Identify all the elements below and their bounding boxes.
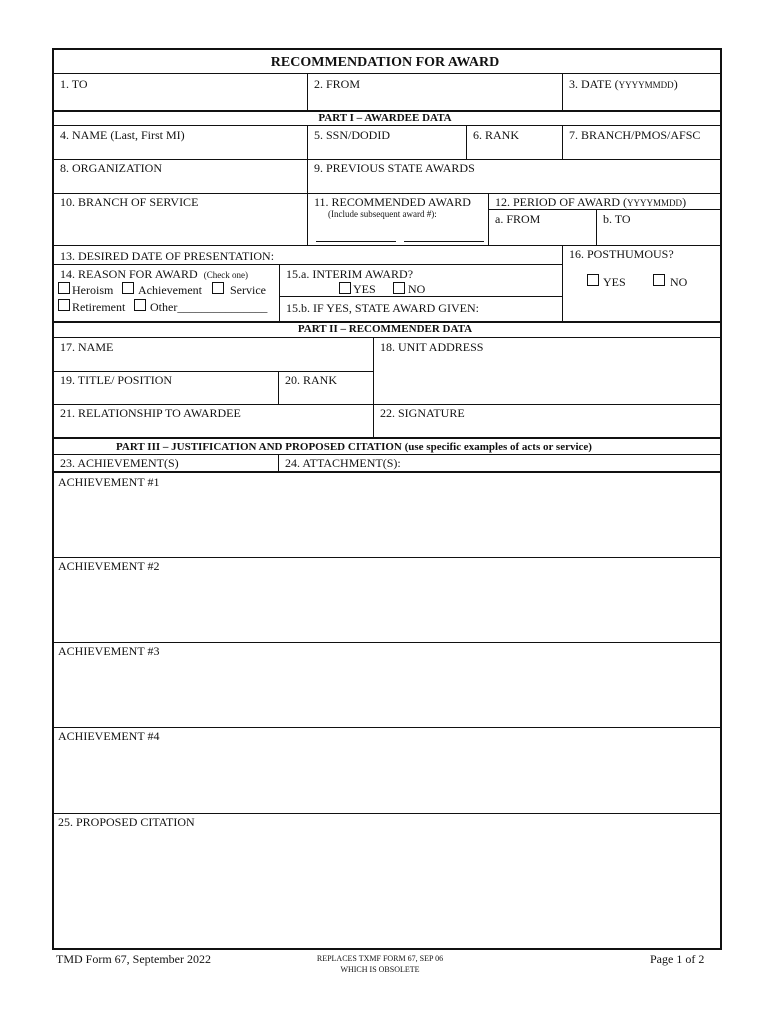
page-number: Page 1 of 2: [650, 952, 705, 966]
achievement-checkbox[interactable]: [122, 282, 134, 294]
service-checkbox[interactable]: [212, 282, 224, 294]
rec-award-note: (Include subsequent award #):: [328, 209, 437, 219]
rec-name-label: 17. NAME: [60, 340, 114, 354]
ssn-field[interactable]: [309, 143, 465, 159]
branch-service-label: 10. BRANCH OF SERVICE: [60, 195, 199, 209]
heroism-label: Heroism: [72, 283, 114, 297]
rec-award-field[interactable]: [309, 222, 487, 244]
desired-date-label: 13. DESIRED DATE OF PRESENTATION:: [60, 249, 275, 263]
achievement-label: Achievement: [138, 283, 202, 297]
branch-pmos-field[interactable]: [564, 143, 720, 159]
posthumous-no-label: NO: [670, 275, 688, 289]
achievement-3-label: ACHIEVEMENT #3: [58, 644, 160, 658]
reason-label: 14. REASON FOR AWARD (Check one): [60, 267, 248, 281]
from-label: 2. FROM: [314, 77, 361, 91]
form-title: RECOMMENDATION FOR AWARD: [270, 55, 500, 70]
part1-header: PART I – AWARDEE DATA: [318, 112, 452, 124]
posthumous-no-checkbox[interactable]: [653, 274, 665, 286]
interim-no-label: NO: [408, 282, 426, 296]
retirement-checkbox[interactable]: [58, 299, 70, 311]
prev-awards-label: 9. PREVIOUS STATE AWARDS: [314, 161, 475, 175]
from-field[interactable]: [309, 92, 561, 110]
signature-field[interactable]: [375, 421, 720, 436]
to-field[interactable]: [54, 92, 306, 110]
title-position-label: 19. TITLE/ POSITION: [60, 373, 173, 387]
achievement-1-field[interactable]: [54, 490, 720, 556]
achievement-4-label: ACHIEVEMENT #4: [58, 729, 160, 743]
relationship-label: 21. RELATIONSHIP TO AWARDEE: [60, 406, 241, 420]
interim-yes-checkbox[interactable]: [339, 282, 351, 294]
date-field[interactable]: [564, 92, 720, 110]
achievement-2-field[interactable]: [54, 574, 720, 641]
period-to-label: b. TO: [603, 212, 631, 226]
form-id: TMD Form 67, September 2022: [56, 952, 211, 966]
other-checkbox[interactable]: [134, 299, 146, 311]
interim-no-checkbox[interactable]: [393, 282, 405, 294]
posthumous-yes-label: YES: [603, 275, 626, 289]
interim-label: 15.a. INTERIM AWARD?: [286, 267, 414, 281]
rank-label: 6. RANK: [473, 128, 520, 142]
part3-header: PART III – JUSTIFICATION AND PROPOSED CITATION (use specific examples of acts or service): [116, 441, 592, 453]
rec-name-field[interactable]: [54, 355, 372, 370]
branch-pmos-label: 7. BRANCH/PMOS/AFSC: [569, 128, 701, 142]
other-label: Other_______________: [150, 300, 268, 314]
date-label: 3. DATE (YYYYMMDD): [569, 77, 678, 91]
org-field[interactable]: [54, 176, 306, 193]
attachments-label: 24. ATTACHMENT(S):: [285, 456, 401, 470]
interim-yes-label: YES: [353, 282, 376, 296]
achievement-4-field[interactable]: [54, 744, 720, 812]
name-field[interactable]: [54, 143, 306, 159]
unit-address-label: 18. UNIT ADDRESS: [380, 340, 484, 354]
heroism-checkbox[interactable]: [58, 282, 70, 294]
citation-field[interactable]: [54, 830, 720, 948]
achievement-1-label: ACHIEVEMENT #1: [58, 475, 160, 489]
period-to-field[interactable]: [598, 226, 720, 244]
replaces-line-1: REPLACES TXMF FORM 67, SEP 06: [316, 954, 444, 963]
posthumous-yes-checkbox[interactable]: [587, 274, 599, 286]
posthumous-label: 16. POSTHUMOUS?: [569, 247, 674, 261]
unit-address-field[interactable]: [375, 355, 720, 403]
org-label: 8. ORGANIZATION: [60, 161, 162, 175]
branch-service-field[interactable]: [54, 210, 306, 244]
achievements-label: 23. ACHIEVEMENT(S): [60, 456, 179, 470]
part2-header: PART II – RECOMMENDER DATA: [297, 323, 473, 335]
period-label: 12. PERIOD OF AWARD (YYYYMMDD): [495, 195, 687, 209]
achievement-2-label: ACHIEVEMENT #2: [58, 559, 160, 573]
desired-date-field[interactable]: [290, 247, 560, 263]
rank-field[interactable]: [468, 143, 561, 159]
period-from-label: a. FROM: [495, 212, 541, 226]
state-award-given-label: 15.b. IF YES, STATE AWARD GIVEN:: [286, 301, 479, 315]
citation-label: 25. PROPOSED CITATION: [58, 815, 195, 829]
signature-label: 22. SIGNATURE: [380, 406, 465, 420]
replaces-line-2: WHICH IS OBSOLETE: [340, 965, 420, 974]
title-position-field[interactable]: [54, 388, 277, 403]
to-label: 1. TO: [60, 77, 88, 91]
prev-awards-field[interactable]: [309, 176, 720, 193]
rec-rank-field[interactable]: [280, 388, 372, 403]
rec-award-label: 11. RECOMMENDED AWARD: [314, 195, 471, 209]
retirement-label: Retirement: [72, 300, 126, 314]
service-label: Service: [230, 283, 266, 297]
achievement-3-field[interactable]: [54, 659, 720, 726]
rec-rank-label: 20. RANK: [285, 373, 338, 387]
name-label: 4. NAME (Last, First MI): [60, 128, 185, 142]
period-from-field[interactable]: [490, 226, 595, 244]
relationship-field[interactable]: [54, 421, 372, 436]
ssn-label: 5. SSN/DODID: [314, 128, 391, 142]
